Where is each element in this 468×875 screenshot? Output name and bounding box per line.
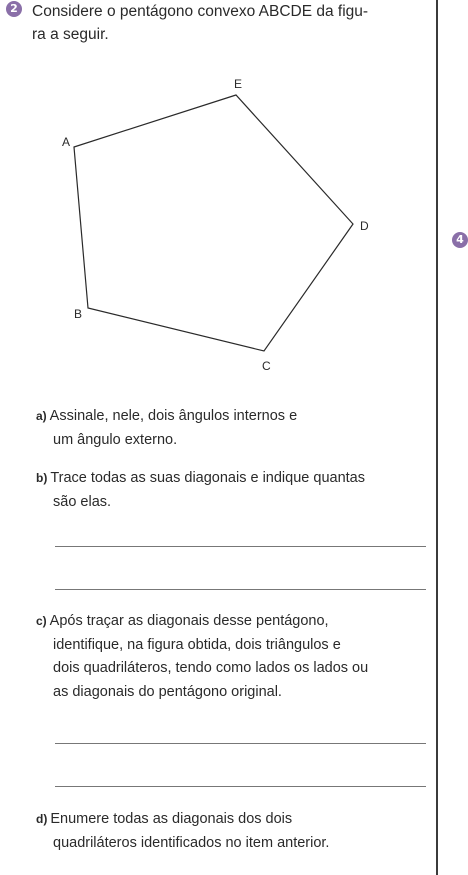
next-question-number-badge: 4 (452, 232, 468, 248)
item-a-line-1: Assinale, nele, dois ângulos internos e (49, 408, 298, 424)
pentagon-figure (0, 60, 420, 380)
question-stem-line-2: ra a seguir. (32, 26, 109, 43)
item-b-line-1: Trace todas as suas diagonais e indique quantas (50, 470, 365, 486)
item-b (36, 467, 428, 514)
pentagon-abcde (74, 95, 353, 351)
item-a-line-2: um ângulo externo. (53, 431, 178, 448)
answer-line-b-2[interactable] (55, 589, 426, 590)
question-number-badge: 2 (6, 1, 22, 17)
vertex-label-c: C (262, 359, 271, 373)
item-c-letter: c) (36, 614, 47, 628)
item-d-letter: d) (36, 812, 48, 826)
question-stem-line-1: Considere o pentágono convexo ABCDE da figu- (32, 3, 369, 20)
item-d (36, 808, 428, 855)
item-d-line-1: Enumere todas as diagonais dos dois (50, 811, 293, 827)
item-c-line-4: as diagonais do pentágono original. (53, 683, 282, 700)
answer-line-c-1[interactable] (55, 743, 426, 744)
question-stem (32, 0, 428, 46)
item-a (36, 405, 428, 452)
item-c-line-3: dois quadriláteros, tendo como lados os lados ou (53, 660, 369, 676)
answer-line-b-1[interactable] (55, 546, 426, 547)
item-c-line-2: identifique, na figura obtida, dois triângulos e (53, 636, 341, 653)
item-d-line-2: quadriláteros identificados no item anterior. (53, 834, 330, 851)
item-b-letter: b) (36, 471, 48, 485)
vertex-label-d: D (360, 219, 369, 233)
answer-line-c-2[interactable] (55, 786, 426, 787)
item-a-letter: a) (36, 409, 47, 423)
vertex-label-a: A (62, 135, 71, 149)
item-c (36, 610, 428, 704)
vertex-label-b: B (74, 307, 83, 321)
vertex-label-e: E (234, 77, 243, 91)
item-c-line-1: Após traçar as diagonais desse pentágono, (49, 613, 329, 629)
column-divider (436, 0, 438, 875)
item-b-line-2: são elas. (53, 493, 112, 510)
